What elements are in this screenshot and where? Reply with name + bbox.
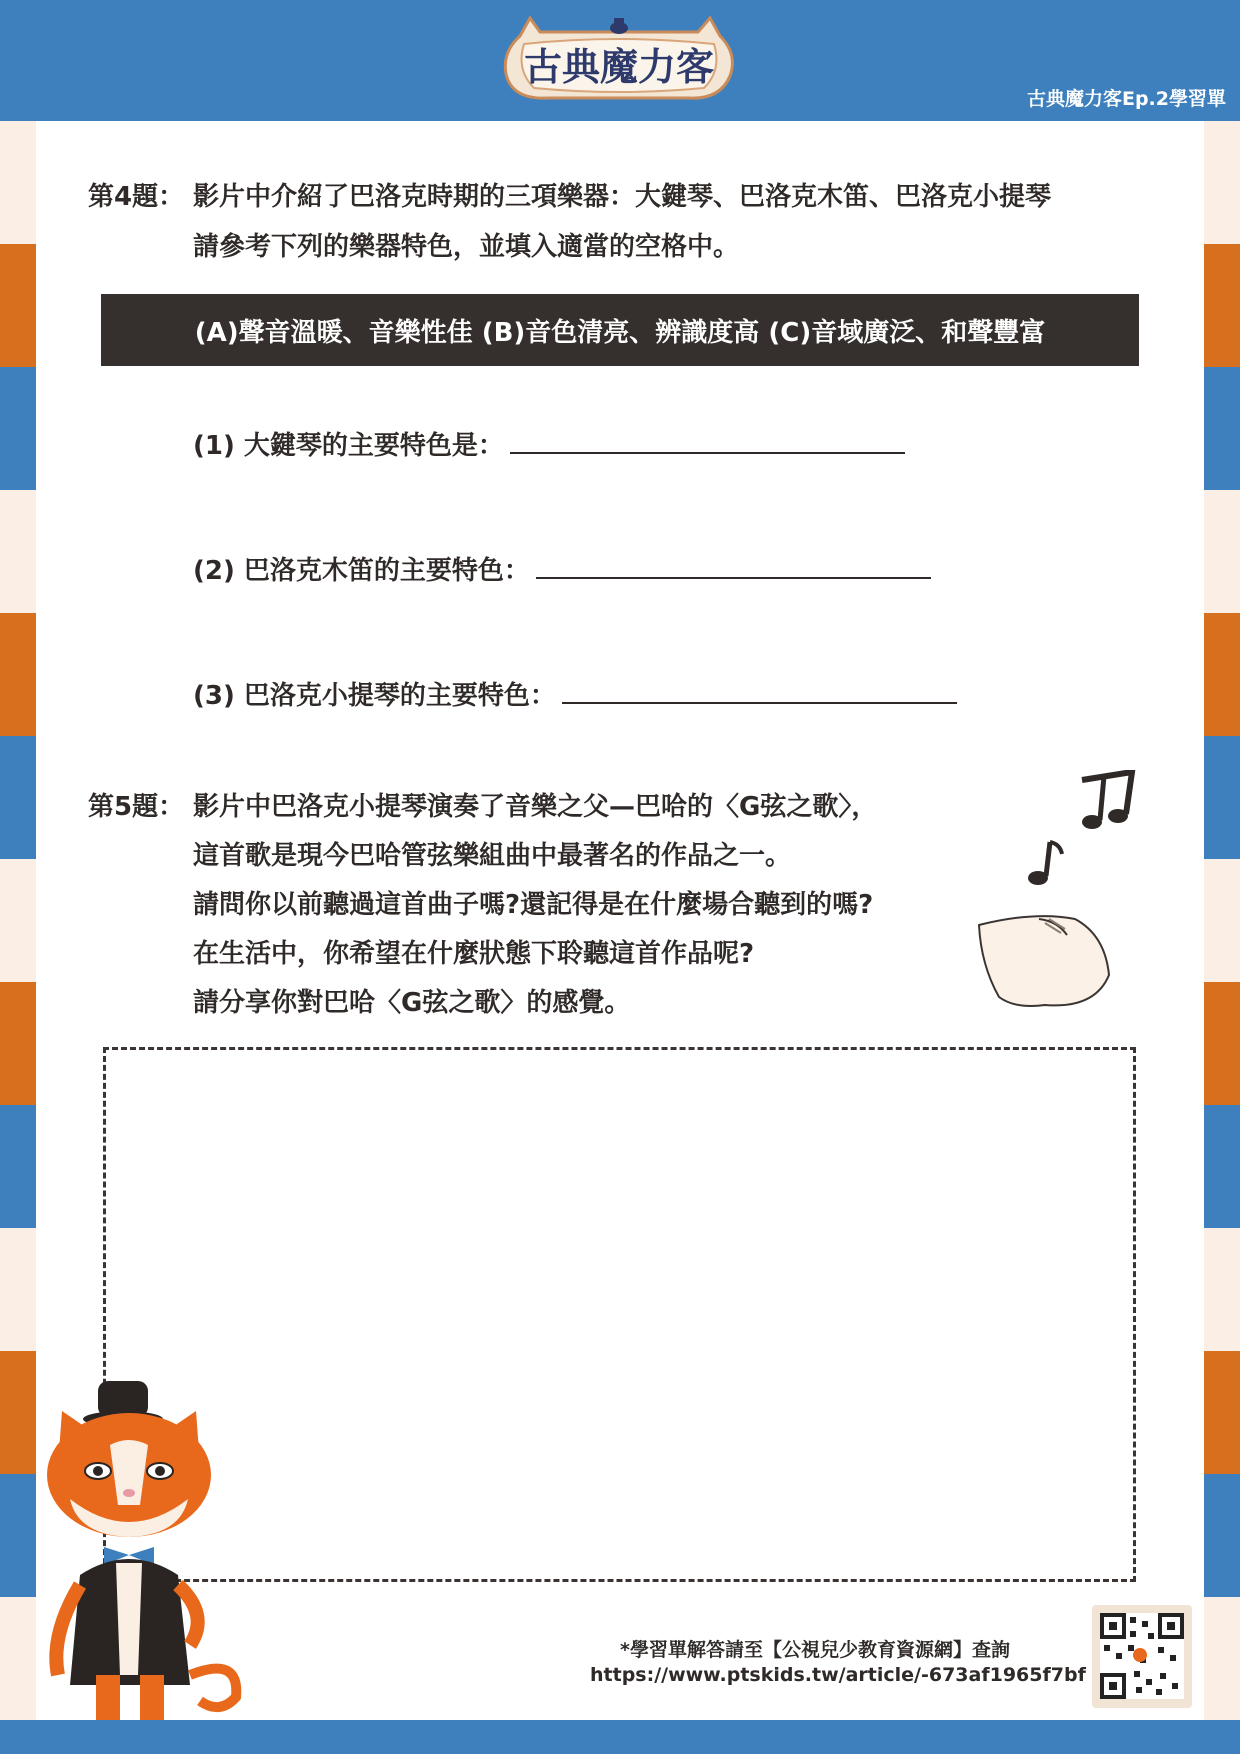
episode-label: 古典魔力客Ep.2學習單 bbox=[1026, 88, 1226, 110]
answer-blank-2[interactable] bbox=[536, 551, 931, 579]
right-stripe bbox=[1204, 121, 1240, 1721]
sub-question-2-label: (2) 巴洛克木笛的主要特色： bbox=[193, 556, 530, 586]
question-5-line-1: 影片中巴洛克小提琴演奏了音樂之父—巴哈的〈G弦之歌〉， bbox=[193, 792, 878, 822]
question-5-line-5: 請分享你對巴哈〈G弦之歌〉的感覺。 bbox=[193, 988, 631, 1018]
options-text: (A)聲音溫暖、音樂性佳 (B)音色清亮、辨識度高 (C)音域廣泛、和聲豐富 bbox=[194, 317, 1046, 348]
bottom-bar bbox=[0, 1720, 1240, 1754]
question-4-number: 第4題： bbox=[88, 182, 185, 212]
question-5-number: 第5題： bbox=[88, 792, 185, 822]
cat-mascot-illustration bbox=[40, 1375, 250, 1739]
svg-text:古典魔力客: 古典魔力客 bbox=[523, 44, 715, 89]
left-stripe bbox=[0, 121, 36, 1721]
question-5-line-3: 請問你以前聽過這首曲子嗎?還記得是在什麼場合聽到的嗎? bbox=[193, 890, 874, 920]
music-notes-icon bbox=[1020, 770, 1140, 894]
pillow-illustration bbox=[975, 905, 1115, 1019]
question-5-line-4: 在生活中，你希望在什麼狀態下聆聽這首作品呢? bbox=[193, 939, 755, 969]
sub-question-3 bbox=[193, 675, 957, 712]
sub-question-1 bbox=[193, 425, 905, 462]
question-5-line-2: 這首歌是現今巴哈管弦樂組曲中最著名的作品之一。 bbox=[193, 841, 792, 871]
qr-code-icon bbox=[1092, 1605, 1192, 1708]
options-banner bbox=[101, 294, 1139, 366]
sub-question-1-label: (1) 大鍵琴的主要特色是： bbox=[193, 431, 504, 461]
answer-note: *學習單解答請至【公視兒少教育資源網】查詢 bbox=[620, 1639, 1010, 1661]
sub-question-2 bbox=[193, 550, 931, 587]
question-4-line-2: 請參考下列的樂器特色，並填入適當的空格中。 bbox=[193, 232, 740, 262]
question-4-line-1: 影片中介紹了巴洛克時期的三項樂器：大鍵琴、巴洛克木笛、巴洛克小提琴 bbox=[193, 182, 1052, 212]
answer-blank-3[interactable] bbox=[562, 676, 957, 704]
answer-area[interactable] bbox=[103, 1047, 1136, 1582]
sub-question-3-label: (3) 巴洛克小提琴的主要特色： bbox=[193, 681, 556, 711]
answer-url-link[interactable]: https://www.ptskids.tw/article/-673af1965f7bf bbox=[590, 1664, 1086, 1686]
brand-logo bbox=[498, 14, 740, 106]
answer-blank-1[interactable] bbox=[510, 426, 905, 454]
header-bar bbox=[0, 0, 1240, 121]
